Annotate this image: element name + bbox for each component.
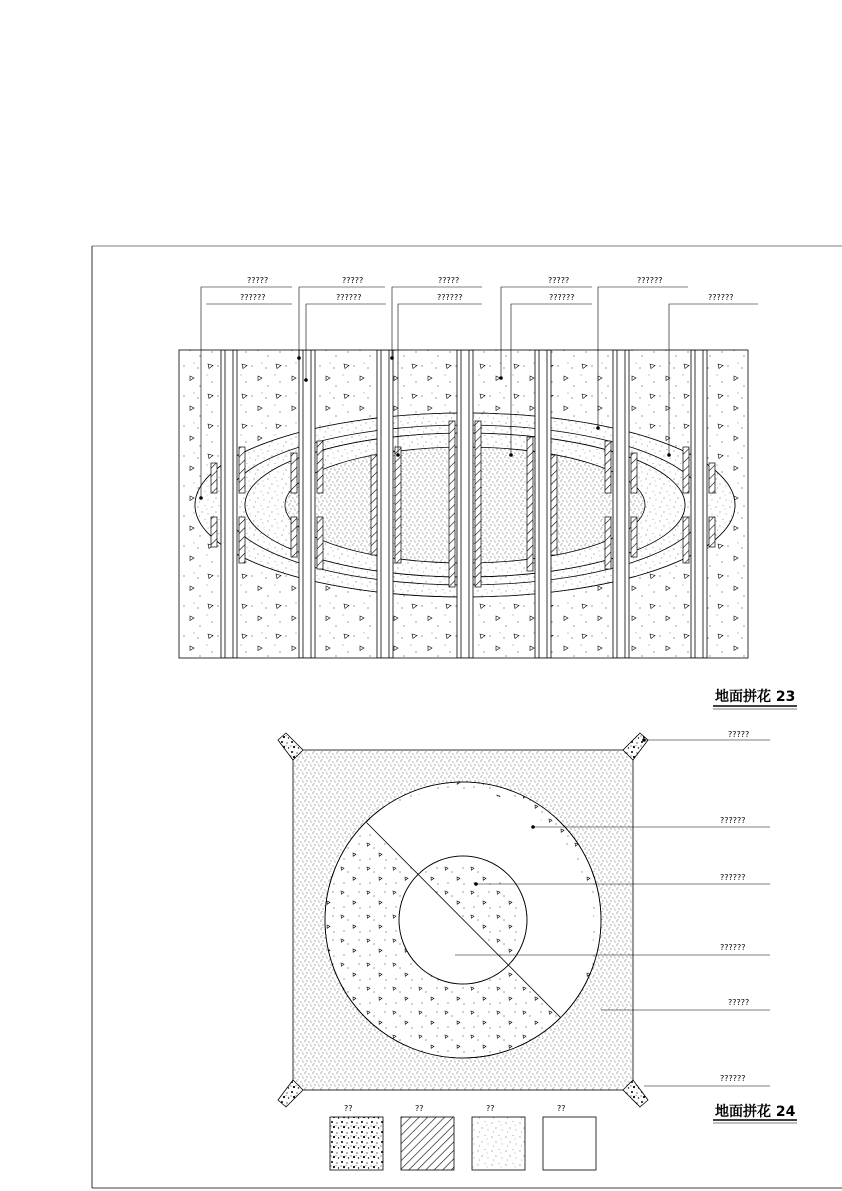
legend-label-2: ??: [415, 1104, 424, 1113]
label-23-d: ?????: [548, 276, 570, 285]
label-23-c: ?????: [438, 276, 460, 285]
label-24-a: ?????: [728, 730, 750, 739]
figure-23-title: 地面拼花 23: [715, 689, 796, 705]
label-23-i: ??????: [549, 293, 575, 302]
label-24-f: ??????: [720, 1074, 746, 1083]
floor-pattern-24: [278, 730, 797, 1123]
label-24-d: ??????: [720, 943, 746, 952]
label-23-f: ??????: [240, 293, 266, 302]
label-24-b: ??????: [720, 816, 746, 825]
label-23-b: ?????: [342, 276, 364, 285]
label-24-c: ??????: [720, 873, 746, 882]
figure-24-title: 地面拼花 24: [715, 1104, 796, 1120]
legend-swatch-hatch: [401, 1117, 454, 1170]
material-legend: [330, 1104, 596, 1170]
legend-label-3: ??: [486, 1104, 495, 1113]
label-23-e: ??????: [637, 276, 663, 285]
legend-label-1: ??: [344, 1104, 353, 1113]
legend-label-4: ??: [557, 1104, 566, 1113]
label-23-g: ??????: [336, 293, 362, 302]
label-24-e: ?????: [728, 998, 750, 1007]
floor-pattern-23: [179, 276, 797, 709]
label-23-a: ?????: [247, 276, 269, 285]
legend-swatch-plain: [543, 1117, 596, 1170]
legend-swatch-granite: [330, 1117, 383, 1170]
label-23-j: ??????: [708, 293, 734, 302]
label-23-h: ??????: [437, 293, 463, 302]
legend-swatch-speckle: [472, 1117, 525, 1170]
